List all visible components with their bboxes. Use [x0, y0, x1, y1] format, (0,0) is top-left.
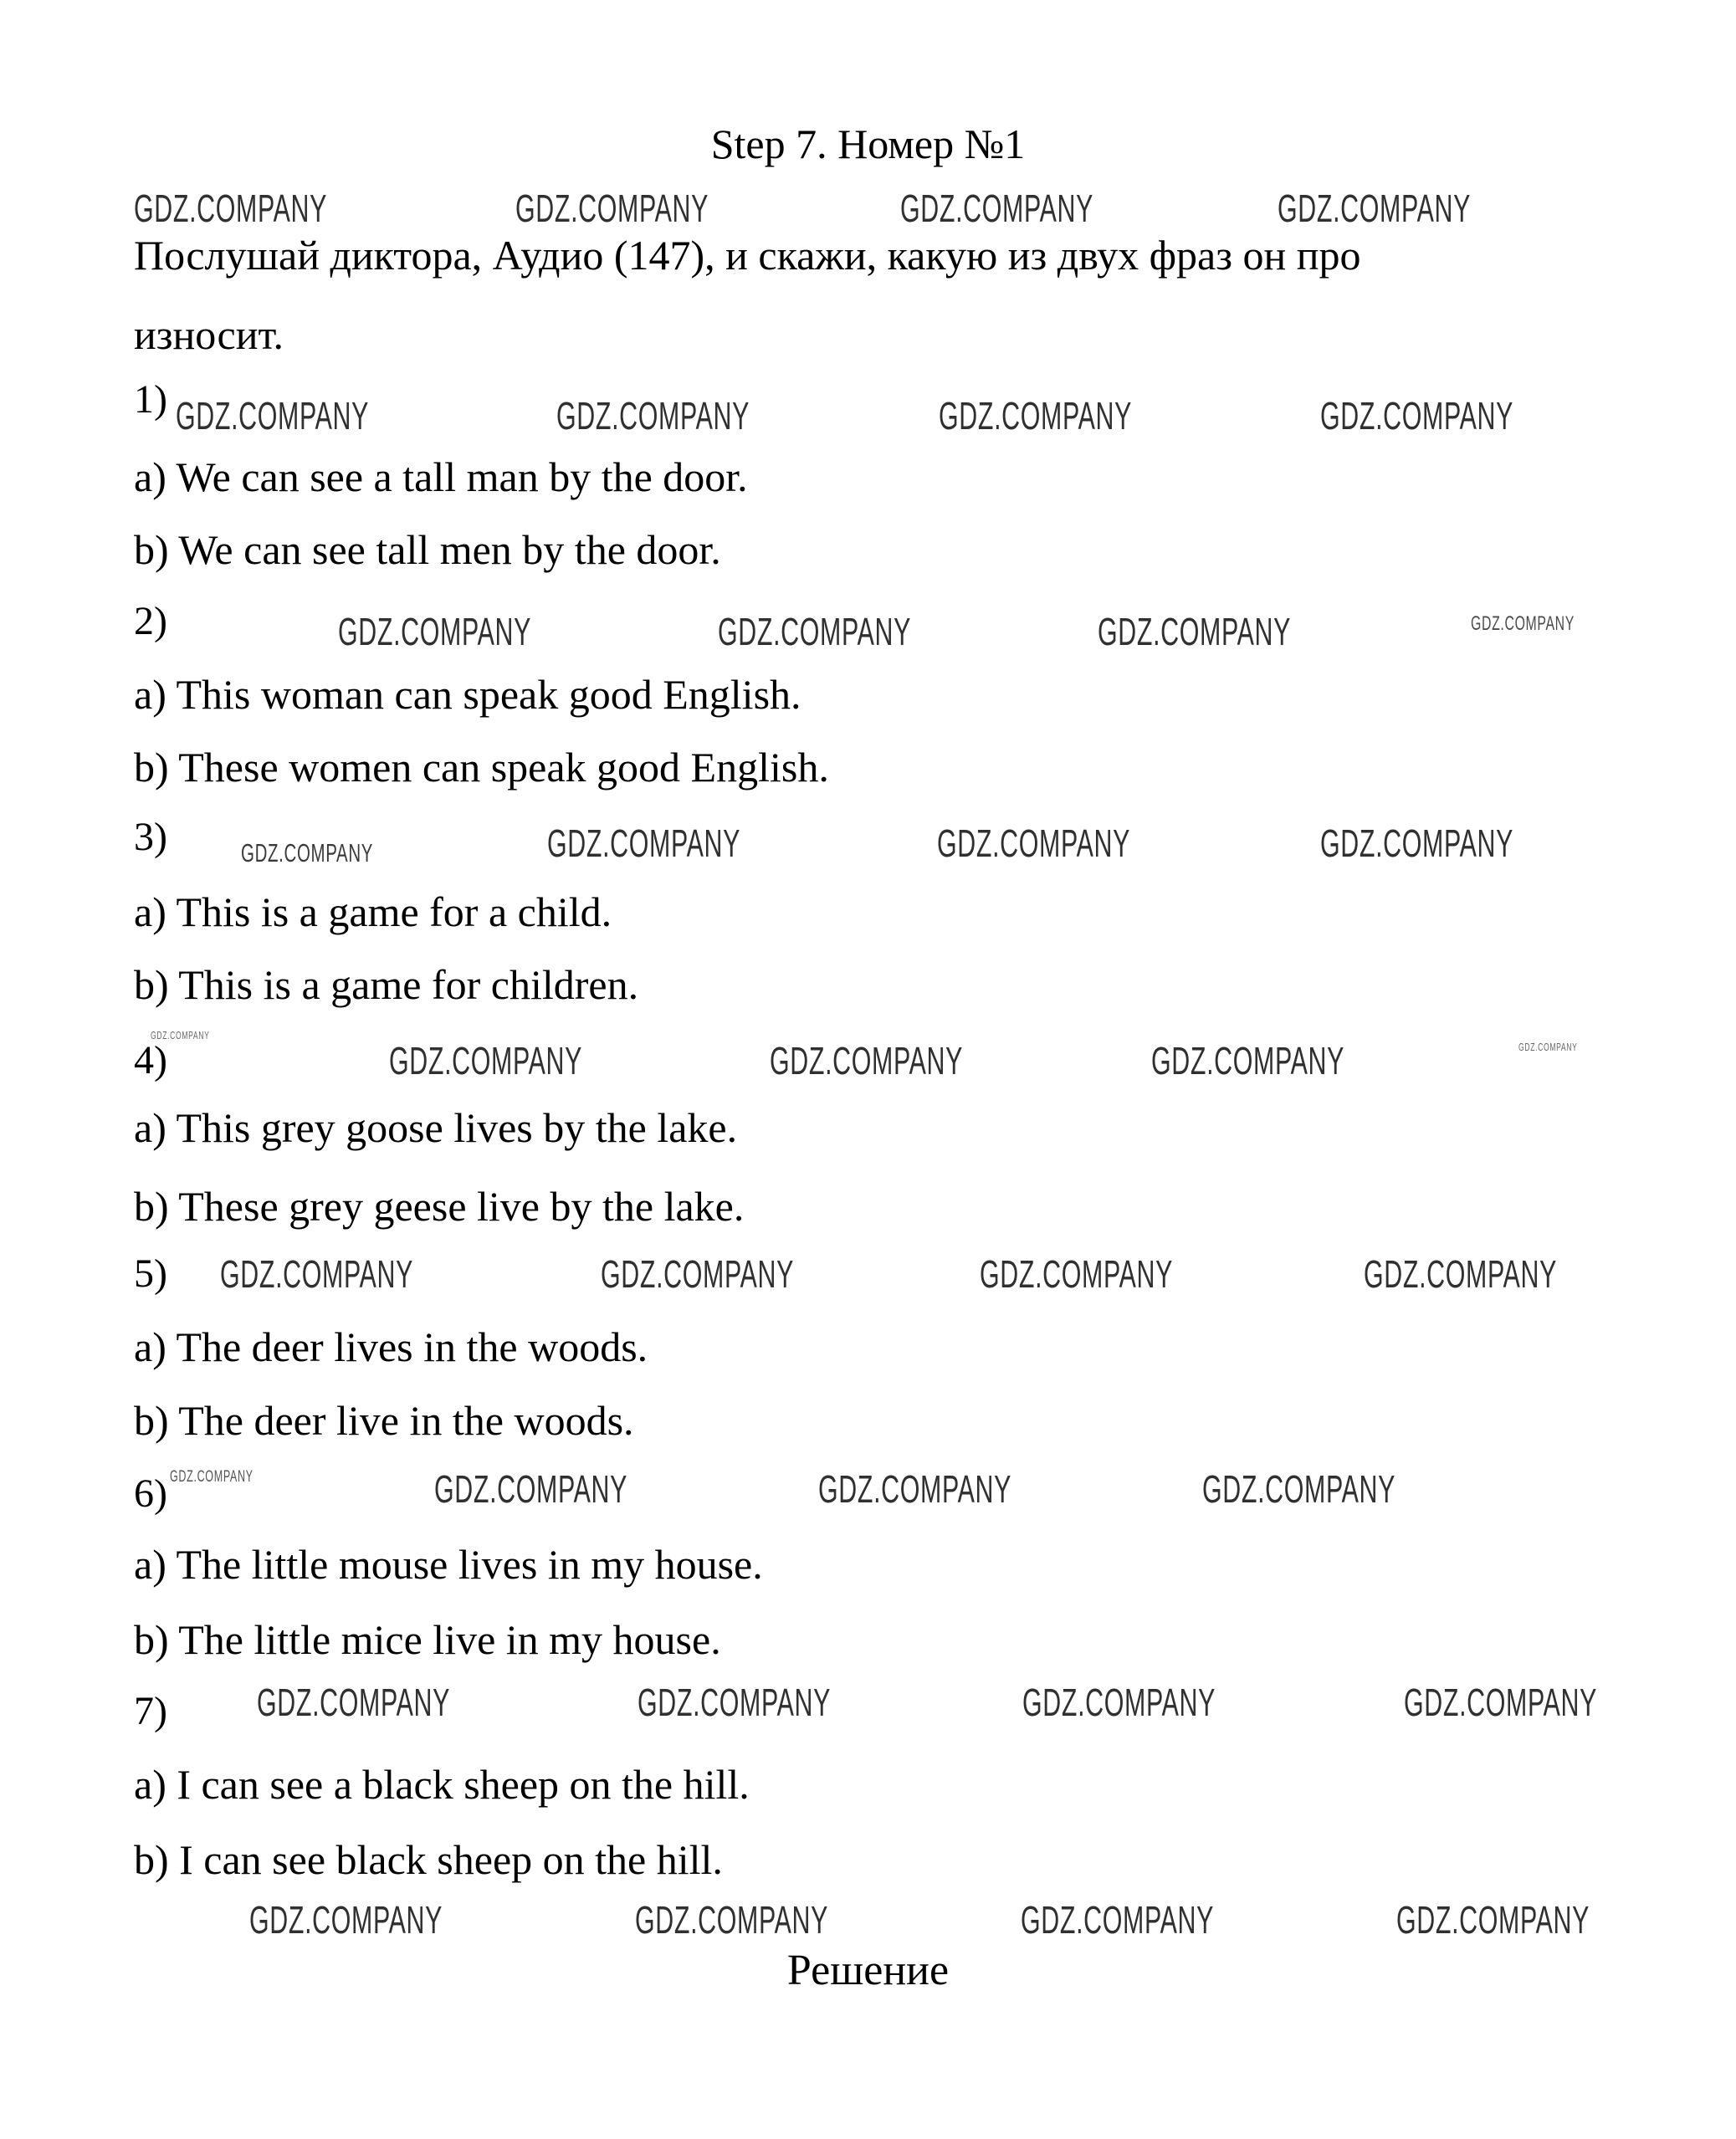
item-5-option-b: b) The deer live in the woods.: [134, 1397, 634, 1444]
gdz-watermark: GDZ.COMPANY: [718, 610, 912, 653]
item-4-number: 4): [134, 1038, 167, 1082]
gdz-watermark: GDZ.COMPANY: [257, 1681, 451, 1724]
item-5-number: 5): [134, 1251, 167, 1296]
item-3-number: 3): [134, 815, 167, 859]
item-5-option-a: a) The deer lives in the woods.: [134, 1323, 648, 1370]
item-2-option-a: a) This woman can speak good English.: [134, 671, 801, 718]
gdz-watermark: GDZ.COMPANY: [547, 821, 741, 865]
item-1-option-a: a) We can see a tall man by the door.: [134, 453, 748, 500]
gdz-watermark: GDZ.COMPANY: [1098, 610, 1292, 653]
gdz-watermark: GDZ.COMPANY: [1278, 187, 1472, 230]
item-6-number: 6): [134, 1471, 167, 1516]
gdz-watermark: GDZ.COMPANY: [638, 1681, 832, 1724]
gdz-watermark: GDZ.COMPANY: [980, 1252, 1174, 1296]
item-3-option-b: b) This is a game for children.: [134, 961, 639, 1008]
gdz-watermark: GDZ.COMPANY: [601, 1252, 795, 1296]
gdz-watermark: GDZ.COMPANY: [176, 394, 370, 438]
gdz-watermark: GDZ.COMPANY: [1021, 1898, 1215, 1942]
gdz-watermark: GDZ.COMPANY: [249, 1898, 443, 1942]
gdz-watermark: GDZ.COMPANY: [770, 1039, 964, 1082]
item-7-option-a: a) I can see a black sheep on the hill.: [134, 1761, 750, 1808]
page-title: Step 7. Номер №1: [710, 120, 1026, 167]
gdz-watermark: GDZ.COMPANY: [939, 394, 1133, 438]
gdz-watermark: GDZ.COMPANY: [556, 394, 750, 438]
gdz-watermark: GDZ.COMPANY: [1404, 1681, 1598, 1724]
gdz-watermark: GDZ.COMPANY: [900, 187, 1094, 230]
item-1-number: 1): [134, 377, 167, 422]
gdz-watermark: GDZ.COMPANY: [515, 187, 709, 230]
instruction-line-1: Послушай диктора, Аудио (147), и скажи, какую из двух фраз он про: [134, 232, 1361, 279]
gdz-watermark: GDZ.COMPANY: [635, 1898, 829, 1942]
gdz-watermark: GDZ.COMPANY: [1471, 612, 1575, 635]
gdz-watermark: GDZ.COMPANY: [937, 821, 1131, 865]
gdz-watermark: GDZ.COMPANY: [1320, 394, 1514, 438]
gdz-watermark: GDZ.COMPANY: [170, 1468, 253, 1486]
item-4-option-b: b) These grey geese live by the lake.: [134, 1183, 745, 1230]
gdz-watermark: GDZ.COMPANY: [1202, 1467, 1396, 1511]
gdz-watermark: GDZ.COMPANY: [1364, 1252, 1558, 1296]
gdz-watermark: GDZ.COMPANY: [220, 1252, 414, 1296]
item-6-option-a: a) The little mouse lives in my house.: [134, 1541, 763, 1588]
item-7-option-b: b) I can see black sheep on the hill.: [134, 1836, 723, 1883]
gdz-watermark: GDZ.COMPANY: [134, 187, 328, 230]
item-4-option-a: a) This grey goose lives by the lake.: [134, 1104, 738, 1151]
item-2-option-b: b) These women can speak good English.: [134, 744, 829, 791]
item-6-option-b: b) The little mice live in my house.: [134, 1616, 721, 1663]
item-3-option-a: a) This is a game for a child.: [134, 888, 612, 935]
item-2-number: 2): [134, 599, 167, 643]
gdz-watermark: GDZ.COMPANY: [434, 1467, 628, 1511]
solution-label: Решение: [786, 1947, 950, 1994]
gdz-watermark: GDZ.COMPANY: [1022, 1681, 1216, 1724]
gdz-watermark: GDZ.COMPANY: [1518, 1041, 1578, 1053]
gdz-watermark: GDZ.COMPANY: [151, 1029, 210, 1041]
gdz-watermark: GDZ.COMPANY: [818, 1467, 1012, 1511]
gdz-watermark: GDZ.COMPANY: [1151, 1039, 1345, 1082]
gdz-watermark: GDZ.COMPANY: [389, 1039, 583, 1082]
instruction-line-2: износит.: [134, 311, 284, 358]
item-1-option-b: b) We can see tall men by the door.: [134, 526, 721, 573]
gdz-watermark: GDZ.COMPANY: [241, 838, 374, 867]
gdz-watermark: GDZ.COMPANY: [338, 610, 532, 653]
item-7-number: 7): [134, 1689, 167, 1733]
gdz-watermark: GDZ.COMPANY: [1320, 821, 1514, 865]
gdz-watermark: GDZ.COMPANY: [1396, 1898, 1590, 1942]
